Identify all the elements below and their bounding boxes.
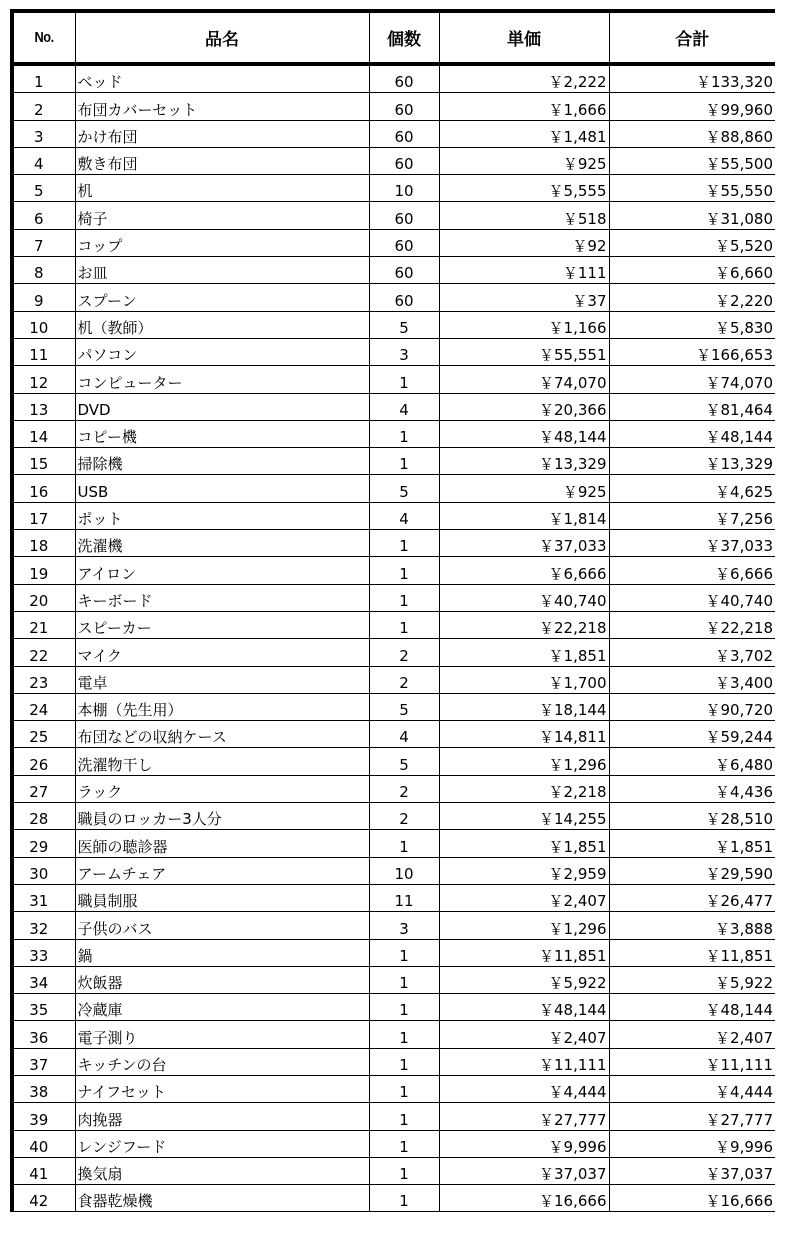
- inventory-table: [10, 9, 775, 1212]
- cell-quantity: 1: [369, 366, 439, 393]
- cell-quantity: 2: [369, 775, 439, 802]
- cell-total: ￥4,625: [609, 475, 775, 502]
- cell-unit-price: ￥1,851: [439, 639, 609, 666]
- cell-unit-price: ￥18,144: [439, 693, 609, 720]
- cell-item-name: 椅子: [75, 202, 369, 229]
- cell-quantity: 60: [369, 257, 439, 284]
- cell-item-name: コップ: [75, 229, 369, 256]
- cell-no: 13: [12, 393, 75, 420]
- cell-total: ￥55,500: [609, 147, 775, 174]
- cell-total: ￥16,666: [609, 1185, 775, 1212]
- cell-no: 29: [12, 830, 75, 857]
- cell-no: 28: [12, 803, 75, 830]
- cell-no: 42: [12, 1185, 75, 1212]
- cell-no: 37: [12, 1048, 75, 1075]
- cell-quantity: 2: [369, 803, 439, 830]
- cell-unit-price: ￥9,996: [439, 1130, 609, 1157]
- table-row: [12, 229, 775, 256]
- cell-quantity: 60: [369, 202, 439, 229]
- cell-unit-price: ￥1,814: [439, 502, 609, 529]
- cell-total: ￥5,520: [609, 229, 775, 256]
- cell-item-name: ベッド: [75, 64, 369, 93]
- cell-quantity: 3: [369, 338, 439, 365]
- cell-unit-price: ￥4,444: [439, 1075, 609, 1102]
- cell-item-name: 子供のバス: [75, 912, 369, 939]
- table-row: [12, 584, 775, 611]
- cell-total: ￥27,777: [609, 1103, 775, 1130]
- header-row: [12, 11, 775, 64]
- cell-item-name: 布団などの収納ケース: [75, 721, 369, 748]
- cell-item-name: 電子測り: [75, 1021, 369, 1048]
- cell-total: ￥37,037: [609, 1157, 775, 1184]
- cell-total: ￥1,851: [609, 830, 775, 857]
- cell-quantity: 1: [369, 830, 439, 857]
- cell-no: 2: [12, 93, 75, 120]
- cell-no: 34: [12, 966, 75, 993]
- cell-quantity: 1: [369, 1185, 439, 1212]
- cell-total: ￥40,740: [609, 584, 775, 611]
- table-row: [12, 284, 775, 311]
- cell-item-name: アームチェア: [75, 857, 369, 884]
- cell-no: 30: [12, 857, 75, 884]
- table-row: [12, 420, 775, 447]
- cell-no: 12: [12, 366, 75, 393]
- cell-no: 27: [12, 775, 75, 802]
- cell-quantity: 3: [369, 912, 439, 939]
- cell-quantity: 4: [369, 721, 439, 748]
- table-row: [12, 120, 775, 147]
- table-row: [12, 338, 775, 365]
- cell-quantity: 1: [369, 1103, 439, 1130]
- cell-no: 38: [12, 1075, 75, 1102]
- cell-no: 16: [12, 475, 75, 502]
- cell-no: 10: [12, 311, 75, 338]
- spreadsheet-sheet: [10, 9, 775, 1239]
- cell-quantity: 60: [369, 64, 439, 93]
- table-row: [12, 557, 775, 584]
- cell-item-name: USB: [75, 475, 369, 502]
- cell-unit-price: ￥16,666: [439, 1185, 609, 1212]
- cell-unit-price: ￥37,033: [439, 530, 609, 557]
- cell-no: 26: [12, 748, 75, 775]
- cell-item-name: DVD: [75, 393, 369, 420]
- cell-unit-price: ￥6,666: [439, 557, 609, 584]
- cell-item-name: 洗濯機: [75, 530, 369, 557]
- cell-no: 20: [12, 584, 75, 611]
- cell-no: 41: [12, 1157, 75, 1184]
- cell-no: 39: [12, 1103, 75, 1130]
- cell-no: 5: [12, 175, 75, 202]
- cell-unit-price: ￥2,218: [439, 775, 609, 802]
- cell-quantity: 1: [369, 966, 439, 993]
- cell-item-name: スピーカー: [75, 611, 369, 638]
- cell-no: 3: [12, 120, 75, 147]
- cell-unit-price: ￥40,740: [439, 584, 609, 611]
- table-header: [12, 11, 775, 64]
- table-row: [12, 1157, 775, 1184]
- cell-total: ￥48,144: [609, 420, 775, 447]
- cell-no: 11: [12, 338, 75, 365]
- cell-total: ￥6,480: [609, 748, 775, 775]
- cell-total: ￥31,080: [609, 202, 775, 229]
- cell-total: ￥5,922: [609, 966, 775, 993]
- cell-no: 6: [12, 202, 75, 229]
- cell-no: 35: [12, 994, 75, 1021]
- cell-total: ￥166,653: [609, 338, 775, 365]
- cell-quantity: 5: [369, 748, 439, 775]
- cell-unit-price: ￥20,366: [439, 393, 609, 420]
- cell-unit-price: ￥27,777: [439, 1103, 609, 1130]
- cell-quantity: 1: [369, 1048, 439, 1075]
- column-header-unit-price: 単価: [439, 11, 609, 64]
- column-header-qty: 個数: [369, 11, 439, 64]
- cell-item-name: 洗濯物干し: [75, 748, 369, 775]
- cell-quantity: 60: [369, 120, 439, 147]
- cell-quantity: 11: [369, 884, 439, 911]
- table-row: [12, 611, 775, 638]
- cell-item-name: 食器乾燥機: [75, 1185, 369, 1212]
- cell-quantity: 1: [369, 1021, 439, 1048]
- cell-quantity: 10: [369, 857, 439, 884]
- cell-quantity: 1: [369, 611, 439, 638]
- cell-no: 17: [12, 502, 75, 529]
- cell-item-name: アイロン: [75, 557, 369, 584]
- cell-no: 1: [12, 64, 75, 93]
- cell-item-name: 医師の聴診器: [75, 830, 369, 857]
- table-row: [12, 1021, 775, 1048]
- cell-no: 4: [12, 147, 75, 174]
- cell-item-name: パソコン: [75, 338, 369, 365]
- cell-total: ￥88,860: [609, 120, 775, 147]
- cell-item-name: 机: [75, 175, 369, 202]
- cell-no: 18: [12, 530, 75, 557]
- cell-item-name: キーボード: [75, 584, 369, 611]
- table-body: [12, 64, 775, 1212]
- cell-quantity: 10: [369, 175, 439, 202]
- cell-total: ￥55,550: [609, 175, 775, 202]
- cell-no: 9: [12, 284, 75, 311]
- cell-item-name: お皿: [75, 257, 369, 284]
- cell-total: ￥26,477: [609, 884, 775, 911]
- cell-unit-price: ￥22,218: [439, 611, 609, 638]
- cell-total: ￥37,033: [609, 530, 775, 557]
- cell-item-name: ラック: [75, 775, 369, 802]
- table-row: [12, 748, 775, 775]
- table-row: [12, 1130, 775, 1157]
- cell-quantity: 60: [369, 284, 439, 311]
- column-header-no: No.: [17, 11, 71, 64]
- table-row: [12, 175, 775, 202]
- cell-quantity: 4: [369, 502, 439, 529]
- table-row: [12, 393, 775, 420]
- table-row: [12, 448, 775, 475]
- cell-item-name: 炊飯器: [75, 966, 369, 993]
- cell-no: 15: [12, 448, 75, 475]
- cell-quantity: 1: [369, 994, 439, 1021]
- cell-unit-price: ￥74,070: [439, 366, 609, 393]
- table-row: [12, 884, 775, 911]
- cell-total: ￥3,702: [609, 639, 775, 666]
- cell-unit-price: ￥1,481: [439, 120, 609, 147]
- cell-item-name: 掃除機: [75, 448, 369, 475]
- cell-total: ￥29,590: [609, 857, 775, 884]
- cell-quantity: 1: [369, 584, 439, 611]
- table-row: [12, 639, 775, 666]
- cell-unit-price: ￥2,407: [439, 1021, 609, 1048]
- table-row: [12, 147, 775, 174]
- cell-item-name: ナイフセット: [75, 1075, 369, 1102]
- table-row: [12, 1185, 775, 1212]
- cell-unit-price: ￥37: [439, 284, 609, 311]
- cell-total: ￥90,720: [609, 693, 775, 720]
- cell-unit-price: ￥14,255: [439, 803, 609, 830]
- cell-item-name: スプーン: [75, 284, 369, 311]
- cell-item-name: 職員制服: [75, 884, 369, 911]
- cell-unit-price: ￥1,166: [439, 311, 609, 338]
- cell-total: ￥11,851: [609, 939, 775, 966]
- cell-quantity: 1: [369, 530, 439, 557]
- table-row: [12, 912, 775, 939]
- cell-unit-price: ￥48,144: [439, 420, 609, 447]
- cell-unit-price: ￥2,407: [439, 884, 609, 911]
- cell-no: 25: [12, 721, 75, 748]
- cell-item-name: ポット: [75, 502, 369, 529]
- cell-quantity: 2: [369, 666, 439, 693]
- cell-unit-price: ￥13,329: [439, 448, 609, 475]
- table-row: [12, 803, 775, 830]
- cell-total: ￥5,830: [609, 311, 775, 338]
- cell-quantity: 1: [369, 1130, 439, 1157]
- cell-no: 33: [12, 939, 75, 966]
- table-row: [12, 530, 775, 557]
- cell-total: ￥81,464: [609, 393, 775, 420]
- cell-total: ￥59,244: [609, 721, 775, 748]
- cell-total: ￥9,996: [609, 1130, 775, 1157]
- cell-no: 21: [12, 611, 75, 638]
- cell-item-name: 冷蔵庫: [75, 994, 369, 1021]
- cell-item-name: キッチンの台: [75, 1048, 369, 1075]
- cell-unit-price: ￥1,666: [439, 93, 609, 120]
- cell-item-name: 職員のロッカー3人分: [75, 803, 369, 830]
- table-row: [12, 857, 775, 884]
- cell-no: 24: [12, 693, 75, 720]
- cell-quantity: 60: [369, 93, 439, 120]
- cell-no: 19: [12, 557, 75, 584]
- cell-item-name: 電卓: [75, 666, 369, 693]
- cell-total: ￥2,407: [609, 1021, 775, 1048]
- cell-item-name: コンピューター: [75, 366, 369, 393]
- cell-item-name: レンジフード: [75, 1130, 369, 1157]
- cell-quantity: 2: [369, 639, 439, 666]
- cell-item-name: 換気扇: [75, 1157, 369, 1184]
- cell-unit-price: ￥92: [439, 229, 609, 256]
- cell-item-name: 布団カバーセット: [75, 93, 369, 120]
- cell-item-name: 本棚（先生用）: [75, 693, 369, 720]
- table-row: [12, 775, 775, 802]
- table-row: [12, 1103, 775, 1130]
- cell-item-name: 机（教師）: [75, 311, 369, 338]
- table-row: [12, 311, 775, 338]
- cell-quantity: 5: [369, 311, 439, 338]
- cell-item-name: 敷き布団: [75, 147, 369, 174]
- cell-total: ￥3,888: [609, 912, 775, 939]
- cell-quantity: 60: [369, 147, 439, 174]
- cell-total: ￥13,329: [609, 448, 775, 475]
- cell-unit-price: ￥1,851: [439, 830, 609, 857]
- table-row: [12, 830, 775, 857]
- cell-unit-price: ￥1,296: [439, 912, 609, 939]
- cell-no: 40: [12, 1130, 75, 1157]
- cell-quantity: 1: [369, 939, 439, 966]
- cell-unit-price: ￥14,811: [439, 721, 609, 748]
- cell-no: 22: [12, 639, 75, 666]
- cell-total: ￥3,400: [609, 666, 775, 693]
- cell-unit-price: ￥11,851: [439, 939, 609, 966]
- column-header-name: 品名: [75, 11, 369, 64]
- cell-item-name: マイク: [75, 639, 369, 666]
- table-row: [12, 257, 775, 284]
- cell-no: 36: [12, 1021, 75, 1048]
- cell-total: ￥99,960: [609, 93, 775, 120]
- cell-unit-price: ￥5,922: [439, 966, 609, 993]
- cell-unit-price: ￥37,037: [439, 1157, 609, 1184]
- cell-quantity: 4: [369, 393, 439, 420]
- table-row: [12, 939, 775, 966]
- cell-total: ￥6,666: [609, 557, 775, 584]
- cell-total: ￥4,436: [609, 775, 775, 802]
- cell-item-name: コピー機: [75, 420, 369, 447]
- cell-no: 14: [12, 420, 75, 447]
- table-row: [12, 994, 775, 1021]
- cell-item-name: 肉挽器: [75, 1103, 369, 1130]
- cell-quantity: 1: [369, 420, 439, 447]
- cell-total: ￥11,111: [609, 1048, 775, 1075]
- column-header-total: 合計: [609, 11, 775, 64]
- table-row: [12, 366, 775, 393]
- cell-quantity: 5: [369, 475, 439, 502]
- cell-no: 32: [12, 912, 75, 939]
- cell-total: ￥22,218: [609, 611, 775, 638]
- table-row: [12, 666, 775, 693]
- table-row: [12, 1048, 775, 1075]
- cell-quantity: 1: [369, 1157, 439, 1184]
- table-row: [12, 202, 775, 229]
- table-row: [12, 475, 775, 502]
- cell-total: ￥4,444: [609, 1075, 775, 1102]
- cell-unit-price: ￥2,959: [439, 857, 609, 884]
- table-row: [12, 64, 775, 93]
- table-row: [12, 966, 775, 993]
- cell-unit-price: ￥925: [439, 475, 609, 502]
- cell-total: ￥2,220: [609, 284, 775, 311]
- cell-quantity: 60: [369, 229, 439, 256]
- table-row: [12, 93, 775, 120]
- cell-total: ￥6,660: [609, 257, 775, 284]
- cell-total: ￥133,320: [609, 64, 775, 93]
- cell-unit-price: ￥55,551: [439, 338, 609, 365]
- cell-item-name: かけ布団: [75, 120, 369, 147]
- cell-quantity: 1: [369, 1075, 439, 1102]
- cell-total: ￥7,256: [609, 502, 775, 529]
- cell-quantity: 5: [369, 693, 439, 720]
- cell-no: 7: [12, 229, 75, 256]
- cell-total: ￥74,070: [609, 366, 775, 393]
- cell-no: 8: [12, 257, 75, 284]
- table-row: [12, 721, 775, 748]
- cell-unit-price: ￥925: [439, 147, 609, 174]
- cell-total: ￥48,144: [609, 994, 775, 1021]
- cell-unit-price: ￥11,111: [439, 1048, 609, 1075]
- cell-no: 23: [12, 666, 75, 693]
- cell-quantity: 1: [369, 448, 439, 475]
- cell-no: 31: [12, 884, 75, 911]
- cell-item-name: 鍋: [75, 939, 369, 966]
- cell-quantity: 1: [369, 557, 439, 584]
- table-row: [12, 693, 775, 720]
- cell-unit-price: ￥111: [439, 257, 609, 284]
- cell-unit-price: ￥2,222: [439, 64, 609, 93]
- table-row: [12, 502, 775, 529]
- cell-unit-price: ￥1,296: [439, 748, 609, 775]
- cell-unit-price: ￥5,555: [439, 175, 609, 202]
- table-row: [12, 1075, 775, 1102]
- cell-total: ￥28,510: [609, 803, 775, 830]
- cell-unit-price: ￥518: [439, 202, 609, 229]
- cell-unit-price: ￥48,144: [439, 994, 609, 1021]
- cell-unit-price: ￥1,700: [439, 666, 609, 693]
